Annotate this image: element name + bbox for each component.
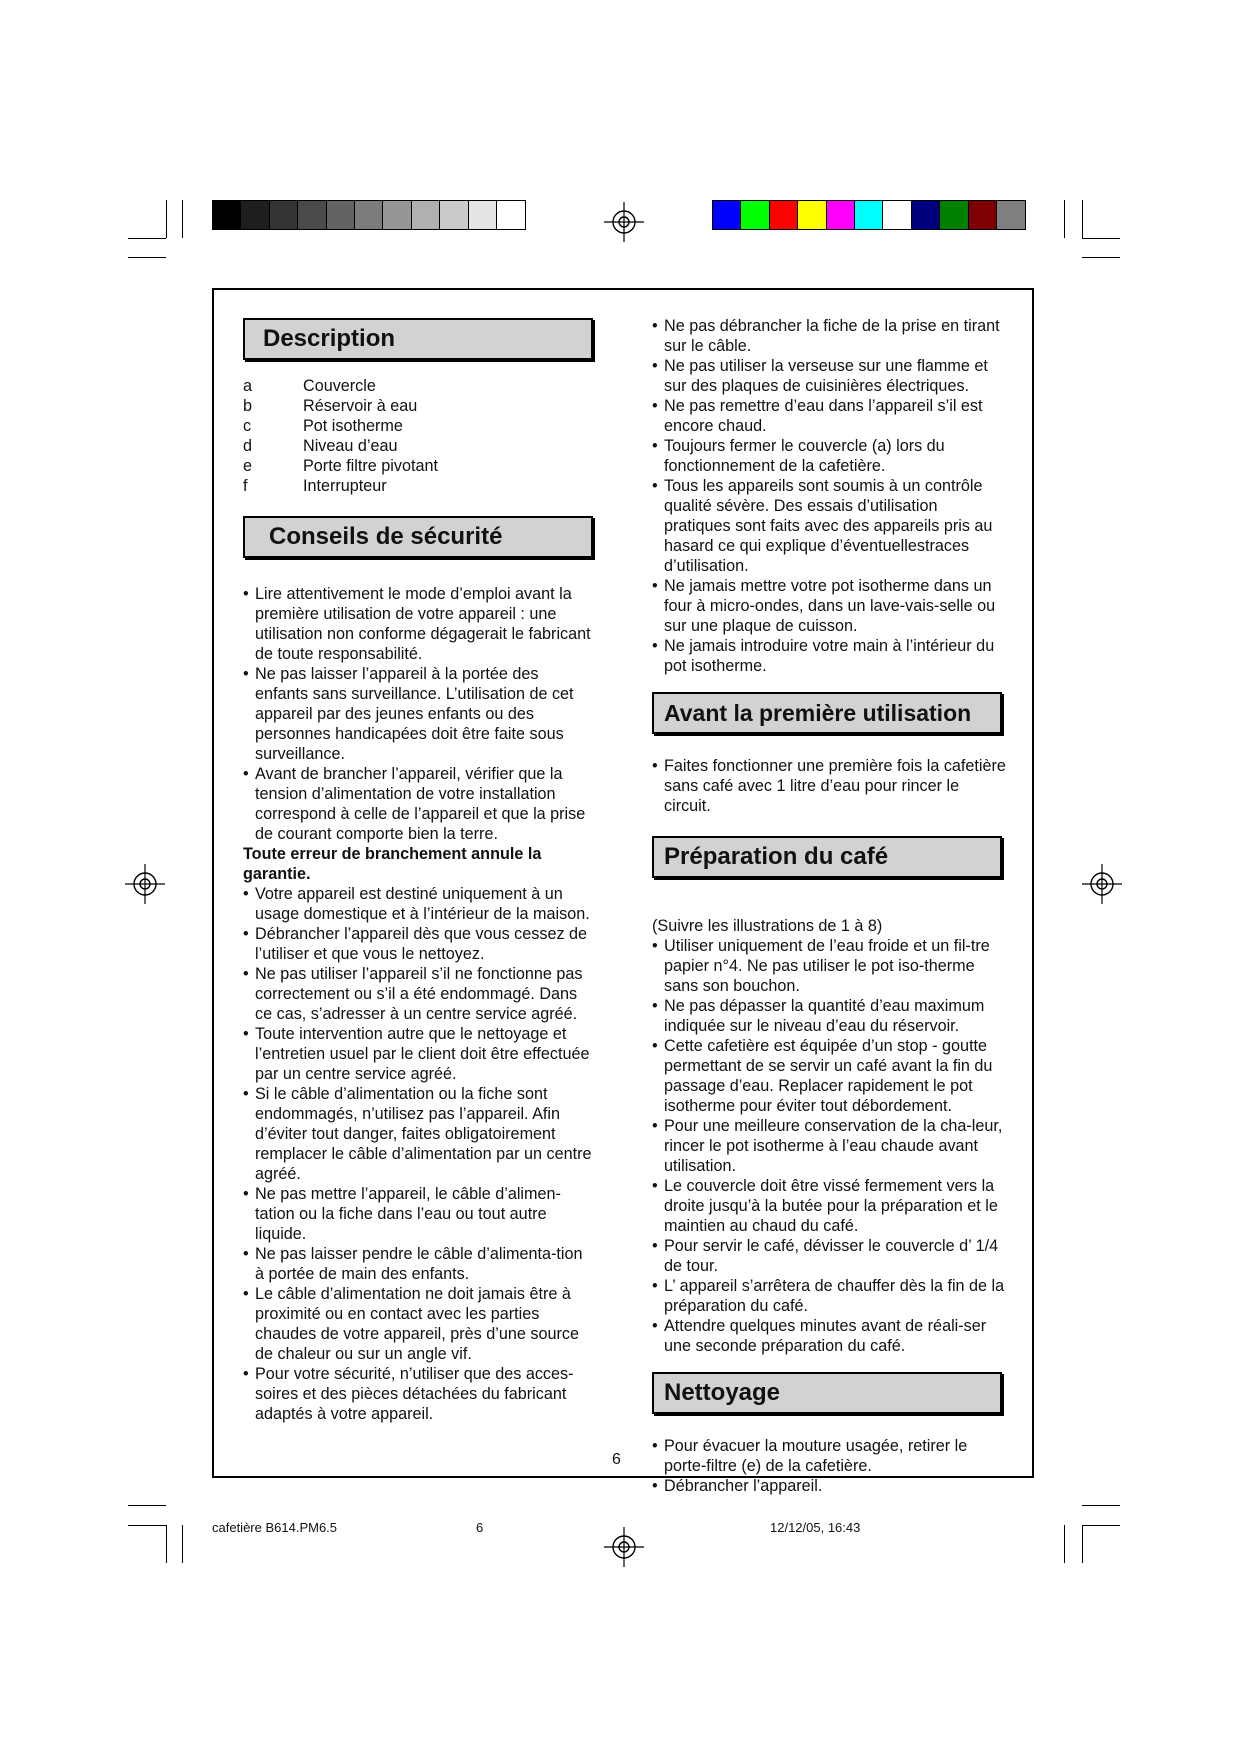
- description-letter: f: [243, 477, 248, 495]
- description-label: Niveau d’eau: [303, 437, 398, 455]
- list-item: • Ne jamais mettre votre pot isotherme dans un four à micro-ondes, dans un lave-vais-selle ou sur une plaque de cuisson.: [652, 576, 1006, 636]
- description-letter: b: [243, 397, 253, 415]
- list-item: • Avant de brancher l’appareil, vérifier que la tension d’alimentation de votre installation correspond à celle de l’appareil et que la prise de courant comporte bien la terre.: [243, 764, 595, 844]
- description-list: [243, 376, 595, 496]
- preparation-list: [652, 936, 1006, 1356]
- list-item: • Ne jamais introduire votre main à l’intérieur du pot isotherme.: [652, 636, 1006, 676]
- color-swatch: [713, 201, 741, 229]
- safety-list-continued: [243, 884, 595, 1424]
- description-label: Pot isotherme: [303, 417, 403, 435]
- list-item: • Pour votre sécurité, n’utiliser que des acces-soires et des pièces détachées du fabricant adaptés à votre appareil.: [243, 1364, 595, 1424]
- warranty-warning: Toute erreur de branchement annule la garantie.: [243, 845, 542, 883]
- list-item: • Attendre quelques minutes avant de réali-ser une seconde préparation du café.: [652, 1316, 1006, 1356]
- list-item: • Tous les appareils sont soumis à un contrôle qualité sévère. Des essais d’utilisation pratiques sont faits avec des appareils pris au hasard ce qui explique d’éventuellestraces d’utilisation.: [652, 476, 1006, 576]
- list-item: • Toujours fermer le couvercle (a) lors du fonctionnement de la cafetière.: [652, 436, 1006, 476]
- description-item: [243, 476, 595, 496]
- cleaning-list: [652, 1436, 1006, 1496]
- list-item: • Le couvercle doit être vissé fermement vers la droite jusqu’à la butée pour la préparation et le maintien au chaud du café.: [652, 1176, 1006, 1236]
- list-item: • Faites fonctionner une première fois la cafetière sans café avec 1 litre d’eau pour rincer le circuit.: [652, 756, 1006, 816]
- color-swatch: [327, 201, 355, 229]
- description-letter: d: [243, 437, 253, 455]
- list-item: • Ne pas remettre d’eau dans l’appareil s’il est encore chaud.: [652, 396, 1006, 436]
- color-swatch: [355, 201, 383, 229]
- list-item: • Débrancher l’appareil dès que vous cessez de l’utiliser et que vous le nettoyez.: [243, 924, 595, 964]
- color-swatch: [827, 201, 855, 229]
- safety-heading: Conseils de sécurité: [243, 516, 593, 558]
- description-letter: a: [243, 377, 253, 395]
- page-number: 6: [612, 1451, 621, 1468]
- color-swatch: [241, 201, 269, 229]
- list-item: • Votre appareil est destiné uniquement à un usage domestique et à l’intérieur de la maison.: [243, 884, 595, 924]
- registration-mark-icon: [1082, 864, 1122, 904]
- safety-list-continued-right: [652, 316, 1006, 676]
- safety-list: [243, 584, 595, 844]
- color-swatch: [940, 201, 968, 229]
- registration-mark-icon: [604, 1527, 644, 1567]
- description-heading: Description: [243, 318, 593, 360]
- description-item: [243, 396, 595, 416]
- color-swatch: [997, 201, 1025, 229]
- description-label: Porte filtre pivotant: [303, 457, 438, 475]
- list-item: • Ne pas utiliser la verseuse sur une flamme et sur des plaques de cuisinières électriques.: [652, 356, 1006, 396]
- list-item: • Pour évacuer la mouture usagée, retirer le porte-filtre (e) de la cafetière.: [652, 1436, 1006, 1476]
- color-swatch: [770, 201, 798, 229]
- color-swatch: [798, 201, 826, 229]
- list-item: • Ne pas dépasser la quantité d’eau maximum indiquée sur le niveau d’eau du réservoir.: [652, 996, 1006, 1036]
- color-swatch: [469, 201, 497, 229]
- color-swatch: [440, 201, 468, 229]
- color-swatch: [912, 201, 940, 229]
- color-swatch: [213, 201, 241, 229]
- preparation-intro: (Suivre les illustrations de 1 à 8): [652, 917, 883, 935]
- list-item: • Utiliser uniquement de l’eau froide et un fil-tre papier n°4. Ne pas utiliser le pot iso-therme sans son bouchon.: [652, 936, 1006, 996]
- list-item: • Ne pas laisser l’appareil à la portée des enfants sans surveillance. L’utilisation de cet appareil par des jeunes enfants ou des personnes handicapées doit être faite sous surveillance.: [243, 664, 595, 764]
- list-item: • Si le câble d’alimentation ou la fiche sont endommagés, n’utilisez pas l’appareil. Afin d’éviter tout danger, faites obligatoirement remplacer le câble d’alimentation par un centre agréé.: [243, 1084, 595, 1184]
- list-item: • Cette cafetière est équipée d’un stop - goutte permettant de se servir un café avant la fin du passage d’eau. Replacer rapidement le pot isotherme pour éviter tout débordement.: [652, 1036, 1006, 1116]
- description-item: [243, 376, 595, 396]
- list-item: • Pour une meilleure conservation de la cha-leur, rincer le pot isotherme à l’eau chaude avant utilisation.: [652, 1116, 1006, 1176]
- list-item: • L’ appareil s’arrêtera de chauffer dès la fin de la préparation du café.: [652, 1276, 1006, 1316]
- color-swatch: [855, 201, 883, 229]
- color-swatch: [383, 201, 411, 229]
- description-item: [243, 416, 595, 436]
- description-item: [243, 456, 595, 476]
- list-item: • Ne pas laisser pendre le câble d’alimenta-tion à portée de main des enfants.: [243, 1244, 595, 1284]
- left-column: [243, 318, 595, 1424]
- footer-date: 12/12/05, 16:43: [770, 1520, 861, 1535]
- list-item: • Ne pas mettre l’appareil, le câble d’alimen-tation ou la fiche dans l’eau ou tout autre liquide.: [243, 1184, 595, 1244]
- color-swatch: [969, 201, 997, 229]
- description-item: [243, 436, 595, 456]
- grayscale-bar: [212, 200, 526, 230]
- description-label: Réservoir à eau: [303, 397, 418, 415]
- color-swatch: [270, 201, 298, 229]
- registration-mark-icon: [125, 864, 165, 904]
- description-label: Couvercle: [303, 377, 376, 395]
- right-column: [652, 316, 1006, 1496]
- list-item: • Ne pas débrancher la fiche de la prise en tirant sur le câble.: [652, 316, 1006, 356]
- color-swatch: [741, 201, 769, 229]
- first-use-list: [652, 756, 1006, 816]
- color-swatch: [497, 201, 525, 229]
- footer-file: cafetière B614.PM6.5: [212, 1520, 338, 1535]
- list-item: • Ne pas utiliser l’appareil s’il ne fonctionne pas correctement ou s’il a été endommagé. Dans ce cas, s’adresser à un centre service agréé.: [243, 964, 595, 1024]
- list-item: • Lire attentivement le mode d’emploi avant la première utilisation de votre appareil : une utilisation non conforme dégagerait le fabricant de toute responsabilité.: [243, 584, 595, 664]
- list-item: • Le câble d’alimentation ne doit jamais être à proximité ou en contact avec les parties chaudes de votre appareil, près d’une source de chaleur ou sur un angle vif.: [243, 1284, 595, 1364]
- footer-page: 6: [476, 1520, 484, 1535]
- list-item: • Pour servir le café, dévisser le couvercle d’ 1/4 de tour.: [652, 1236, 1006, 1276]
- color-swatch: [883, 201, 911, 229]
- first-use-heading: Avant la première utilisation: [652, 692, 1002, 734]
- description-label: Interrupteur: [303, 477, 387, 495]
- color-bar: [712, 200, 1026, 230]
- cleaning-heading: Nettoyage: [652, 1372, 1002, 1414]
- color-swatch: [412, 201, 440, 229]
- description-letter: e: [243, 457, 253, 475]
- color-swatch: [298, 201, 326, 229]
- list-item: • Toute intervention autre que le nettoyage et l’entretien usuel par le client doit être effectuée par un centre service agréé.: [243, 1024, 595, 1084]
- registration-mark-icon: [604, 202, 644, 242]
- preparation-heading: Préparation du café: [652, 836, 1002, 878]
- list-item: • Débrancher l’appareil.: [652, 1476, 1006, 1496]
- description-letter: c: [243, 417, 252, 435]
